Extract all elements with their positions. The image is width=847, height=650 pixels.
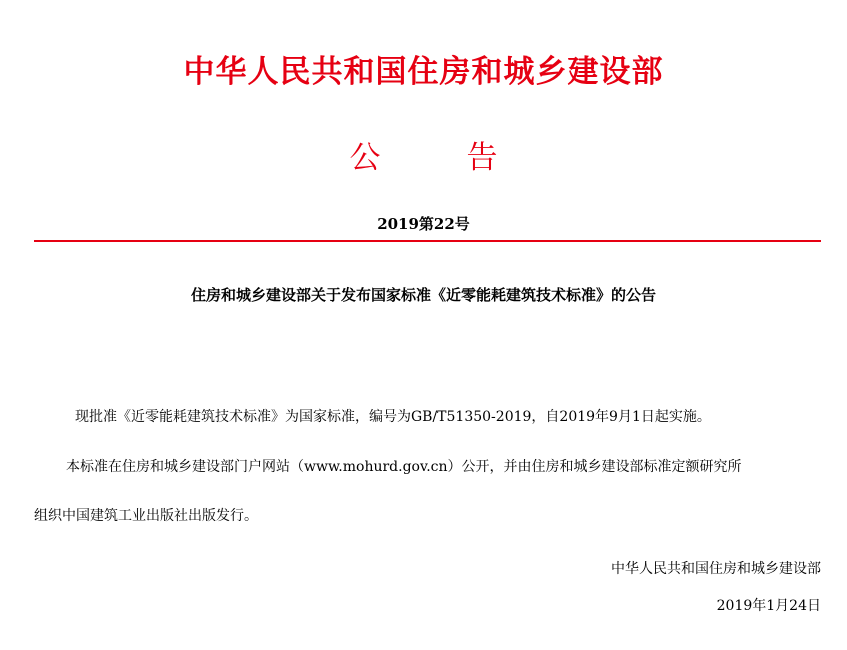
ministry-title: 中华人民共和国住房和城乡建设部 — [183, 54, 664, 90]
signature-date: 2019年1月24日 — [716, 598, 821, 614]
notice-heading: 公告 — [349, 140, 584, 176]
body-paragraph-2-line-2: 组织中国建筑工业出版社出版发行。 — [34, 508, 258, 524]
signature-organization: 中华人民共和国住房和城乡建设部 — [611, 561, 821, 577]
red-divider — [34, 240, 821, 242]
body-paragraph-2-line-1: 本标准在住房和城乡建设部门户网站（www.mohurd.gov.cn）公开，并由住房和城乡建设部标准定额研究所 — [66, 459, 742, 475]
notice-subject-title: 住房和城乡建设部关于发布国家标准《近零能耗建筑技术标准》的公告 — [190, 286, 656, 304]
body-paragraph-1: 现批准《近零能耗建筑技术标准》为国家标准，编号为GB/T51350-2019，自2019年9月1日起实施。 — [75, 409, 711, 425]
notice-number: 2019第22号 — [377, 215, 470, 233]
